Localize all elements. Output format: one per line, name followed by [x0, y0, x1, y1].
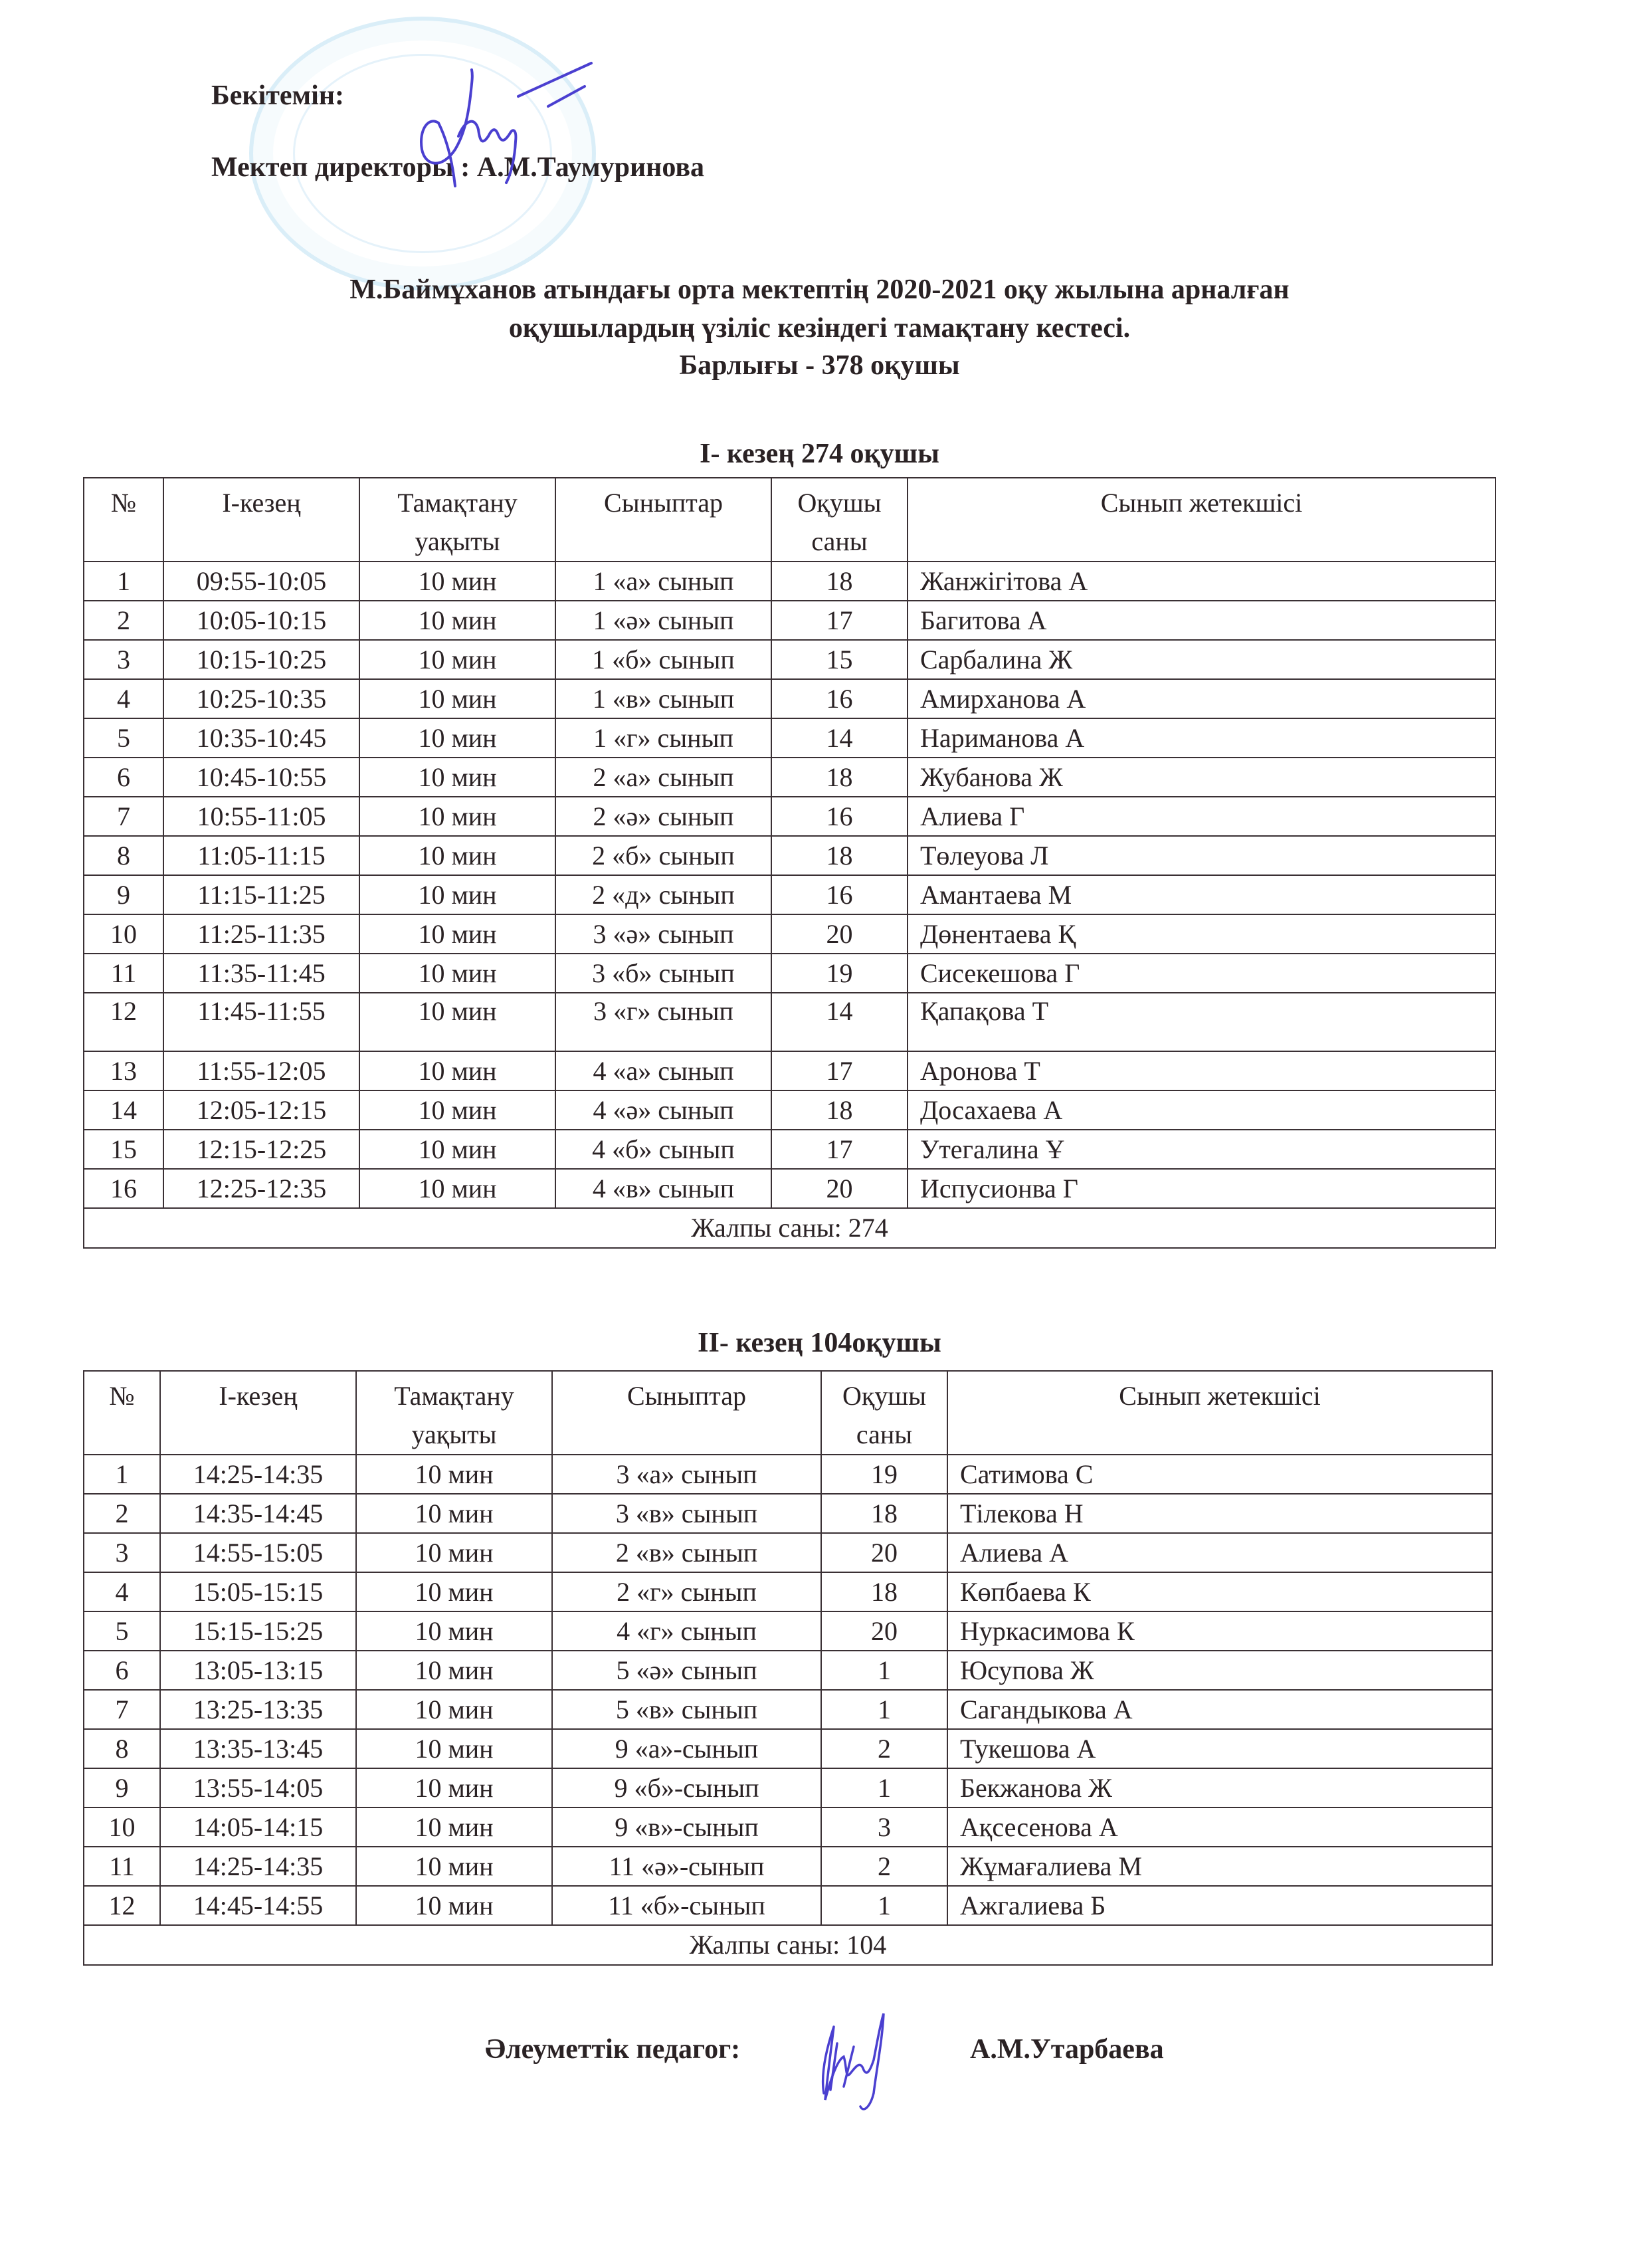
table-row: [84, 562, 1495, 601]
row-student-count: 2: [821, 1847, 947, 1886]
row-student-count: 1: [821, 1651, 947, 1690]
row-student-count: 17: [771, 1130, 908, 1169]
row-number: 11: [84, 954, 163, 993]
row-class: 11 «ә»-сынып: [552, 1847, 821, 1886]
table-row: [84, 1169, 1495, 1208]
row-time-slot: 12:25-12:35: [163, 1169, 359, 1208]
row-number: 10: [84, 1807, 160, 1847]
col-count: Оқушы саны: [821, 1371, 947, 1455]
table-row: [84, 1690, 1492, 1729]
row-class: 1 «а» сынып: [555, 562, 771, 601]
total-students-line: Барлығы - 378 оқушы: [679, 350, 960, 381]
row-time-slot: 10:15-10:25: [163, 640, 359, 679]
row-duration: 10 мин: [356, 1847, 552, 1886]
row-class: 2 «ә» сынып: [555, 797, 771, 836]
row-time-slot: 13:25-13:35: [160, 1690, 356, 1729]
row-number: 6: [84, 758, 163, 797]
row-class: 4 «г» сынып: [552, 1611, 821, 1651]
row-number: 14: [84, 1090, 163, 1130]
document-title-line1: М.Баймұханов атындағы орта мектептің 2020-2021 оқу жылына арналған: [349, 274, 1290, 305]
row-duration: 10 мин: [359, 1051, 555, 1090]
row-student-count: 1: [821, 1768, 947, 1807]
director-signature-icon: [392, 56, 611, 189]
row-duration: 10 мин: [356, 1768, 552, 1807]
row-class: 3 «ә» сынып: [555, 914, 771, 954]
row-number: 8: [84, 1729, 160, 1768]
table-header-row: [84, 1371, 1492, 1455]
row-duration: 10 мин: [356, 1611, 552, 1651]
row-class: 3 «б» сынып: [555, 954, 771, 993]
row-student-count: 3: [821, 1807, 947, 1847]
row-teacher: Сисекешова Г: [908, 954, 1495, 993]
table-row: [84, 1090, 1495, 1130]
col-period: І-кезең: [163, 478, 359, 562]
stage2-total-row: [84, 1925, 1492, 1965]
row-teacher: Жубанова Ж: [908, 758, 1495, 797]
col-period: І-кезең: [160, 1371, 356, 1455]
row-time-slot: 13:35-13:45: [160, 1729, 356, 1768]
row-time-slot: 10:25-10:35: [163, 679, 359, 718]
row-class: 1 «в» сынып: [555, 679, 771, 718]
row-teacher: Көпбаева К: [947, 1572, 1492, 1611]
row-time-slot: 11:15-11:25: [163, 875, 359, 914]
row-number: 3: [84, 640, 163, 679]
row-teacher: Алиева А: [947, 1533, 1492, 1572]
row-teacher: Төлеуова Л: [908, 836, 1495, 875]
row-teacher: Сатимова С: [947, 1455, 1492, 1494]
row-student-count: 1: [821, 1690, 947, 1729]
row-duration: 10 мин: [359, 679, 555, 718]
table-row: [84, 601, 1495, 640]
row-class: 3 «в» сынып: [552, 1494, 821, 1533]
row-number: 10: [84, 914, 163, 954]
table-row: [84, 836, 1495, 875]
row-duration: 10 мин: [359, 718, 555, 758]
row-class: 2 «г» сынып: [552, 1572, 821, 1611]
row-teacher: Жанжігітова А: [908, 562, 1495, 601]
row-number: 3: [84, 1533, 160, 1572]
row-student-count: 15: [771, 640, 908, 679]
row-number: 11: [84, 1847, 160, 1886]
row-student-count: 16: [771, 679, 908, 718]
row-teacher: Ажгалиева Б: [947, 1886, 1492, 1925]
row-number: 1: [84, 1455, 160, 1494]
table-row: [84, 1807, 1492, 1847]
stage1-schedule-table: [83, 477, 1496, 1249]
row-duration: 10 мин: [359, 601, 555, 640]
row-teacher: Дөнентаева Қ: [908, 914, 1495, 954]
row-time-slot: 14:55-15:05: [160, 1533, 356, 1572]
row-student-count: 18: [821, 1494, 947, 1533]
row-time-slot: 14:35-14:45: [160, 1494, 356, 1533]
row-student-count: 18: [771, 562, 908, 601]
row-student-count: 16: [771, 797, 908, 836]
row-time-slot: 11:35-11:45: [163, 954, 359, 993]
table-row: [84, 1886, 1492, 1925]
row-class: 3 «а» сынып: [552, 1455, 821, 1494]
col-no: №: [84, 1371, 160, 1455]
row-student-count: 19: [821, 1455, 947, 1494]
row-number: 2: [84, 1494, 160, 1533]
row-class: 2 «д» сынып: [555, 875, 771, 914]
row-teacher: Қапақова Т: [908, 993, 1495, 1051]
row-duration: 10 мин: [356, 1455, 552, 1494]
row-number: 9: [84, 1768, 160, 1807]
table-row: [84, 1768, 1492, 1807]
social-pedagogue-label: Әлеуметтік педагог:: [485, 2034, 741, 2065]
row-duration: 10 мин: [356, 1533, 552, 1572]
row-time-slot: 15:15-15:25: [160, 1611, 356, 1651]
row-duration: 10 мин: [359, 914, 555, 954]
row-time-slot: 12:15-12:25: [163, 1130, 359, 1169]
row-teacher: Юсупова Ж: [947, 1651, 1492, 1690]
row-class: 4 «б» сынып: [555, 1130, 771, 1169]
row-teacher: Багитова А: [908, 601, 1495, 640]
row-student-count: 14: [771, 993, 908, 1051]
row-number: 9: [84, 875, 163, 914]
row-class: 2 «а» сынып: [555, 758, 771, 797]
row-duration: 10 мин: [356, 1807, 552, 1847]
row-time-slot: 10:35-10:45: [163, 718, 359, 758]
row-time-slot: 14:25-14:35: [160, 1847, 356, 1886]
row-student-count: 17: [771, 601, 908, 640]
row-class: 9 «в»-сынып: [552, 1807, 821, 1847]
row-duration: 10 мин: [359, 640, 555, 679]
row-time-slot: 13:05-13:15: [160, 1651, 356, 1690]
row-class: 5 «в» сынып: [552, 1690, 821, 1729]
row-teacher: Испусионва Г: [908, 1169, 1495, 1208]
table-row: [84, 718, 1495, 758]
row-teacher: Нуркасимова К: [947, 1611, 1492, 1651]
row-duration: 10 мин: [359, 758, 555, 797]
row-class: 4 «ә» сынып: [555, 1090, 771, 1130]
table-row: [84, 758, 1495, 797]
table-row: [84, 954, 1495, 993]
row-teacher: Аронова Т: [908, 1051, 1495, 1090]
row-student-count: 2: [821, 1729, 947, 1768]
row-teacher: Сарбалина Ж: [908, 640, 1495, 679]
row-class: 9 «а»-сынып: [552, 1729, 821, 1768]
row-duration: 10 мин: [359, 1090, 555, 1130]
row-student-count: 20: [771, 914, 908, 954]
row-class: 1 «ә» сынып: [555, 601, 771, 640]
pedagogue-signature-icon: [797, 2007, 930, 2120]
table-header-row: [84, 478, 1495, 562]
stage1-total: Жалпы саны: 274: [84, 1208, 1495, 1248]
row-teacher: Амантаева М: [908, 875, 1495, 914]
row-teacher: Жұмағалиева М: [947, 1847, 1492, 1886]
row-duration: 10 мин: [359, 562, 555, 601]
row-time-slot: 10:55-11:05: [163, 797, 359, 836]
row-duration: 10 мин: [359, 954, 555, 993]
row-time-slot: 14:25-14:35: [160, 1455, 356, 1494]
row-teacher: Бекжанова Ж: [947, 1768, 1492, 1807]
table-row: [84, 1494, 1492, 1533]
row-student-count: 20: [771, 1169, 908, 1208]
row-class: 5 «ә» сынып: [552, 1651, 821, 1690]
row-number: 15: [84, 1130, 163, 1169]
table-row: [84, 1651, 1492, 1690]
row-class: 1 «б» сынып: [555, 640, 771, 679]
table-row: [84, 1847, 1492, 1886]
row-student-count: 18: [821, 1572, 947, 1611]
row-duration: 10 мин: [359, 836, 555, 875]
row-student-count: 20: [821, 1611, 947, 1651]
row-number: 4: [84, 679, 163, 718]
row-student-count: 1: [821, 1886, 947, 1925]
col-no: №: [84, 478, 163, 562]
row-number: 7: [84, 1690, 160, 1729]
table-row: [84, 1611, 1492, 1651]
row-number: 16: [84, 1169, 163, 1208]
table-row: [84, 640, 1495, 679]
row-time-slot: 11:05-11:15: [163, 836, 359, 875]
row-number: 13: [84, 1051, 163, 1090]
row-class: 4 «в» сынып: [555, 1169, 771, 1208]
row-duration: 10 мин: [356, 1729, 552, 1768]
row-duration: 10 мин: [356, 1494, 552, 1533]
row-time-slot: 15:05-15:15: [160, 1572, 356, 1611]
col-meal-time: Тамақтану уақыты: [356, 1371, 552, 1455]
row-class: 3 «г» сынып: [555, 993, 771, 1051]
row-student-count: 18: [771, 1090, 908, 1130]
row-duration: 10 мин: [356, 1886, 552, 1925]
row-duration: 10 мин: [356, 1572, 552, 1611]
row-duration: 10 мин: [359, 1169, 555, 1208]
row-number: 5: [84, 1611, 160, 1651]
row-number: 1: [84, 562, 163, 601]
row-duration: 10 мин: [359, 797, 555, 836]
table-row: [84, 1729, 1492, 1768]
row-time-slot: 11:25-11:35: [163, 914, 359, 954]
row-time-slot: 10:05-10:15: [163, 601, 359, 640]
director-line: Мектеп директоры : А.М.Таумуринова: [211, 152, 705, 183]
row-class: 11 «б»-сынып: [552, 1886, 821, 1925]
row-time-slot: 12:05-12:15: [163, 1090, 359, 1130]
row-duration: 10 мин: [356, 1690, 552, 1729]
row-class: 9 «б»-сынып: [552, 1768, 821, 1807]
col-meal-time: Тамақтану уақыты: [359, 478, 555, 562]
col-classes: Сыныптар: [552, 1371, 821, 1455]
table-row: [84, 1572, 1492, 1611]
stage2-heading: ІІ- кезең 104оқушы: [698, 1328, 941, 1358]
row-time-slot: 14:45-14:55: [160, 1886, 356, 1925]
row-duration: 10 мин: [359, 875, 555, 914]
table-row: [84, 1455, 1492, 1494]
row-teacher: Утегалина Ұ: [908, 1130, 1495, 1169]
row-number: 2: [84, 601, 163, 640]
stage2-schedule-table: [83, 1370, 1493, 1966]
row-class: 1 «г» сынып: [555, 718, 771, 758]
row-time-slot: 13:55-14:05: [160, 1768, 356, 1807]
document-title-line2: оқушылардың үзіліс кезіндегі тамақтану кестесі.: [508, 313, 1131, 344]
col-classes: Сыныптар: [555, 478, 771, 562]
table-row: [84, 797, 1495, 836]
table-row: [84, 1051, 1495, 1090]
table-row: [84, 914, 1495, 954]
row-time-slot: 10:45-10:55: [163, 758, 359, 797]
row-class: 4 «а» сынып: [555, 1051, 771, 1090]
col-teacher: Сынып жетекшісі: [908, 478, 1495, 562]
row-number: 12: [84, 993, 163, 1051]
row-teacher: Амирханова А: [908, 679, 1495, 718]
table-row: [84, 993, 1495, 1051]
row-student-count: 14: [771, 718, 908, 758]
table-row: [84, 679, 1495, 718]
row-teacher: Ақсесенова А: [947, 1807, 1492, 1847]
row-student-count: 16: [771, 875, 908, 914]
stage1-heading: І- кезең 274 оқушы: [700, 439, 939, 469]
row-number: 7: [84, 797, 163, 836]
row-number: 12: [84, 1886, 160, 1925]
row-teacher: Сагандыкова А: [947, 1690, 1492, 1729]
social-pedagogue-name: А.М.Утарбаева: [970, 2034, 1164, 2065]
row-class: 2 «в» сынып: [552, 1533, 821, 1572]
row-duration: 10 мин: [356, 1651, 552, 1690]
row-time-slot: 09:55-10:05: [163, 562, 359, 601]
row-time-slot: 11:55-12:05: [163, 1051, 359, 1090]
row-teacher: Тукешова А: [947, 1729, 1492, 1768]
row-student-count: 17: [771, 1051, 908, 1090]
table-row: [84, 1130, 1495, 1169]
row-teacher: Алиева Г: [908, 797, 1495, 836]
row-time-slot: 11:45-11:55: [163, 993, 359, 1051]
row-number: 6: [84, 1651, 160, 1690]
row-student-count: 20: [821, 1533, 947, 1572]
table-row: [84, 875, 1495, 914]
row-teacher: Тілекова Н: [947, 1494, 1492, 1533]
row-time-slot: 14:05-14:15: [160, 1807, 356, 1847]
row-student-count: 18: [771, 836, 908, 875]
row-number: 8: [84, 836, 163, 875]
row-duration: 10 мин: [359, 1130, 555, 1169]
row-class: 2 «б» сынып: [555, 836, 771, 875]
row-student-count: 18: [771, 758, 908, 797]
row-number: 4: [84, 1572, 160, 1611]
table-row: [84, 1533, 1492, 1572]
row-teacher: Досахаева А: [908, 1090, 1495, 1130]
row-number: 5: [84, 718, 163, 758]
col-teacher: Сынып жетекшісі: [947, 1371, 1492, 1455]
approve-label: Бекітемін:: [211, 80, 345, 111]
row-teacher: Нариманова А: [908, 718, 1495, 758]
row-student-count: 19: [771, 954, 908, 993]
stage2-total: Жалпы саны: 104: [84, 1925, 1492, 1965]
col-count: Оқушы саны: [771, 478, 908, 562]
stage1-total-row: [84, 1208, 1495, 1248]
row-duration: 10 мин: [359, 993, 555, 1051]
